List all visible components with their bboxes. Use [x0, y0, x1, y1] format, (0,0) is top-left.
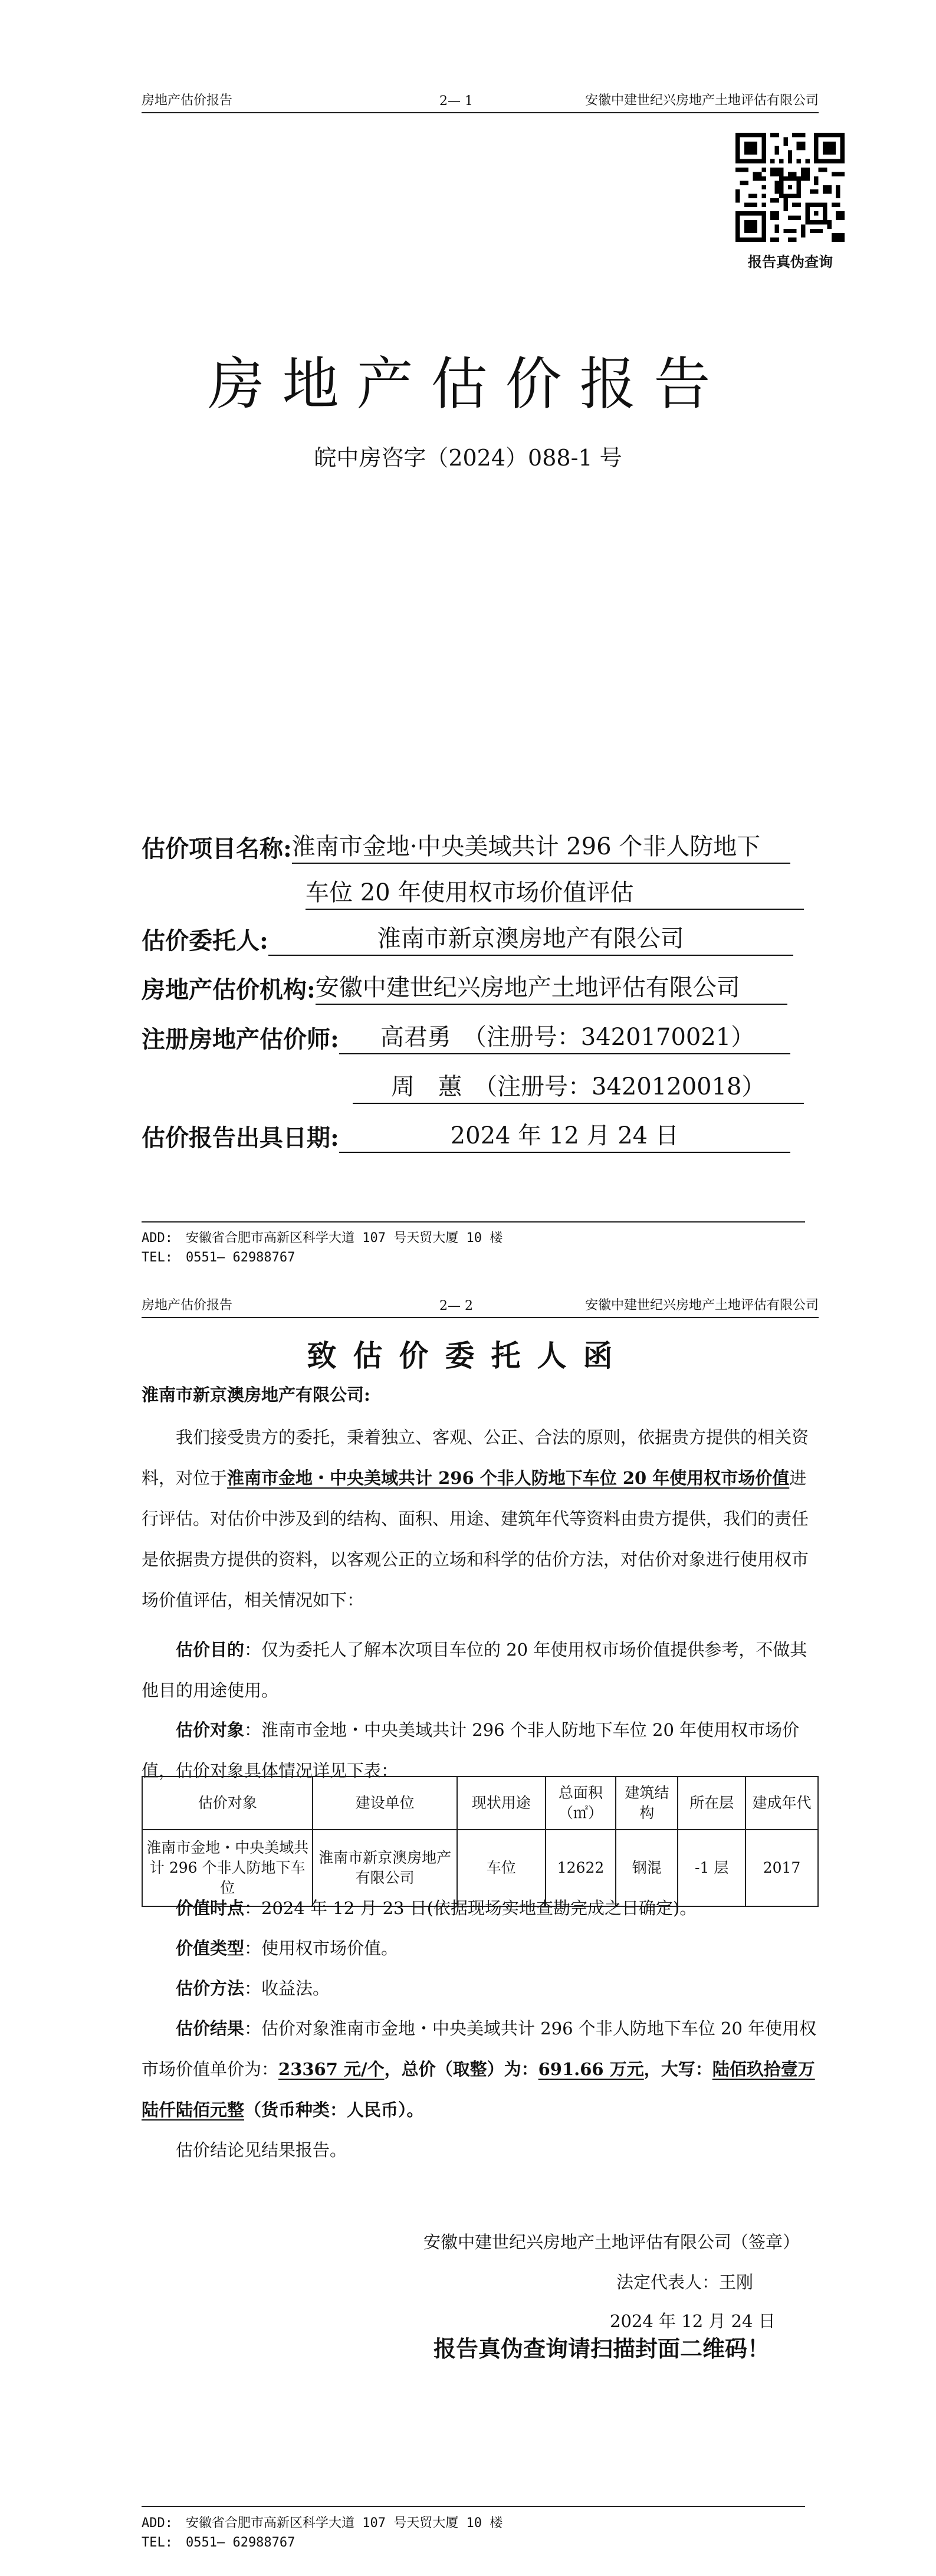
table-header-row [142, 1777, 818, 1830]
client-value: 淮南市新京澳房地产有限公司 [268, 920, 793, 956]
timepoint-paragraph [142, 1888, 819, 1929]
table-header: 建设单位 [313, 1777, 456, 1830]
project-label: 估价项目名称: [142, 835, 292, 863]
object-label: 估价对象 [176, 1720, 245, 1740]
total-price: 691.66 万元 [538, 2059, 644, 2079]
result-text: ：估价对象淮南市金地・中央美域共计 296 个非人防地下车位 20 年使用权市场价值单价为： [142, 2018, 817, 2079]
intro-paragraph [142, 1417, 819, 1621]
table-header: 建成年代 [745, 1777, 818, 1830]
project-value-line2: 车位 20 年使用权市场价值评估 [306, 874, 804, 910]
table-cell: -1 层 [678, 1830, 745, 1906]
verification-notice: 报告真伪查询请扫描封面二维码！ [433, 2335, 770, 2362]
purpose-text: ：仅为委托人了解本次项目车位的 20 年使用权市场价值提供参考，不做其他目的用途使用。 [142, 1640, 807, 1700]
table-cell: 车位 [457, 1830, 546, 1906]
addressee: 淮南市新京澳房地产有限公司: [142, 1385, 370, 1405]
footer-address: ADD: 安徽省合肥市高新区科学大道 107 号天贸大厦 10 楼 [142, 1231, 503, 1246]
type-paragraph [142, 1928, 819, 1969]
footer [142, 1228, 503, 1267]
timepoint-text: ：2024 年 12 月 23 日(依据现场实地查勘完成之日确定)。 [244, 1898, 697, 1918]
table-cell: 钢混 [616, 1830, 678, 1906]
legal-representative: 法定代表人：王刚 [616, 2272, 754, 2292]
result-paragraph [142, 2008, 819, 2131]
appraiser-label: 注册房地产估价师: [142, 1025, 339, 1053]
object-table [142, 1776, 819, 1907]
footer-divider [142, 1221, 805, 1223]
project-row [142, 828, 790, 864]
report-title: 房地产估价报告 [208, 351, 728, 417]
result-text-caps: ，大写： [643, 2059, 712, 2079]
client-label: 估价委托人: [142, 927, 268, 955]
appraiser-row-2 [353, 1068, 804, 1104]
result-text-currency: （货币种类：人民币）。 [244, 2100, 424, 2120]
signature-company: 安徽中建世纪兴房地产土地评估有限公司（签章） [423, 2232, 800, 2252]
header-left: 房地产估价报告 [142, 1298, 233, 1313]
footer-divider [142, 2506, 805, 2507]
letter-title: 致估价委托人函 [307, 1338, 629, 1373]
appraiser-2: 周 蕙 （注册号：3420120018） [353, 1068, 804, 1104]
unit-price: 23367 元/个 [278, 2059, 385, 2079]
footer-phone: TEL: 0551— 62988767 [142, 2535, 295, 2550]
appraiser-row [142, 1018, 790, 1054]
date-label: 估价报告出具日期: [142, 1124, 339, 1152]
result-text-total: ，总价（取整）为： [384, 2059, 538, 2079]
table-cell: 淮南市新京澳房地产有限公司 [313, 1830, 456, 1906]
table-cell: 淮南市金地・中央美域共计 296 个非人防地下车位 [142, 1830, 313, 1906]
purpose-paragraph [142, 1630, 819, 1711]
header-left: 房地产估价报告 [142, 93, 233, 108]
footer-phone: TEL: 0551— 62988767 [142, 1250, 295, 1265]
table-header: 建筑结构 [616, 1777, 678, 1830]
date-value: 2024 年 12 月 24 日 [339, 1117, 790, 1153]
table-header: 估价对象 [142, 1777, 313, 1830]
footer-address: ADD: 安徽省合肥市高新区科学大道 107 号天贸大厦 10 楼 [142, 2516, 503, 2531]
table-header: 总面积（㎡） [546, 1777, 616, 1830]
agency-label: 房地产估价机构: [142, 976, 316, 1004]
client-row [142, 920, 793, 956]
method-paragraph [142, 1968, 819, 2009]
intro-text-end: 进行评估。对估价中涉及到的结构、面积、用途、建筑年代等资料由贵方提供，我们的责任是依据贵方提供的资料，以客观公正的立场和科学的估价方法，对估价对象进行使用权市场价值评估，相关情况如下： [142, 1468, 809, 1610]
header-company: 安徽中建世纪兴房地产土地评估有限公司 [584, 1298, 819, 1313]
agency-row [142, 969, 787, 1005]
header-company: 安徽中建世纪兴房地产土地评估有限公司 [584, 93, 819, 108]
intro-text: 我们接受贵方的委托，秉着独立、客观、公正、合法的原则，依据贵方提供的相关资料，对位于 [142, 1427, 809, 1488]
qr-code-icon[interactable] [735, 133, 845, 242]
type-text: ：使用权市场价值。 [244, 1938, 399, 1958]
agency-value: 安徽中建世纪兴房地产土地评估有限公司 [316, 969, 787, 1005]
total-price-capitals: 陆佰玖拾壹万陆仟陆佰元整 [142, 2059, 815, 2120]
purpose-label: 估价目的 [176, 1640, 245, 1660]
header-page-number: 2— 2 [439, 1299, 473, 1313]
table-header: 所在层 [678, 1777, 745, 1830]
signature-date: 2024 年 12 月 24 日 [610, 2311, 776, 2331]
date-row [142, 1117, 790, 1153]
type-label: 价值类型 [176, 1938, 245, 1958]
table-cell: 12622 [546, 1830, 616, 1906]
footer [142, 2513, 503, 2552]
appraiser-1: 高君勇 （注册号：3420170021） [339, 1018, 790, 1054]
project-value-line1: 淮南市金地·中央美域共计 296 个非人防地下 [292, 828, 790, 864]
conclusion-paragraph: 估价结论见结果报告。 [176, 2140, 347, 2160]
qr-caption: 报告真伪查询 [748, 253, 833, 270]
project-row-2 [306, 874, 804, 910]
method-text: ：收益法。 [244, 1978, 330, 1998]
table-cell: 2017 [745, 1830, 818, 1906]
header-page-number: 2— 1 [439, 94, 473, 109]
timepoint-label: 价值时点 [176, 1898, 245, 1918]
page-header [142, 1293, 819, 1318]
object-text: ：淮南市金地・中央美域共计 296 个非人防地下车位 20 年使用权市场价值，估价对象具体情况详见下表： [142, 1720, 800, 1781]
page-header [142, 89, 819, 113]
result-label: 估价结果 [176, 2018, 245, 2038]
method-label: 估价方法 [176, 1978, 245, 1998]
table-header: 现状用途 [457, 1777, 546, 1830]
document-number: 皖中房咨字（2024）088-1 号 [314, 445, 622, 471]
intro-object: 淮南市金地・中央美域共计 296 个非人防地下车位 20 年使用权市场价值 [227, 1468, 790, 1488]
